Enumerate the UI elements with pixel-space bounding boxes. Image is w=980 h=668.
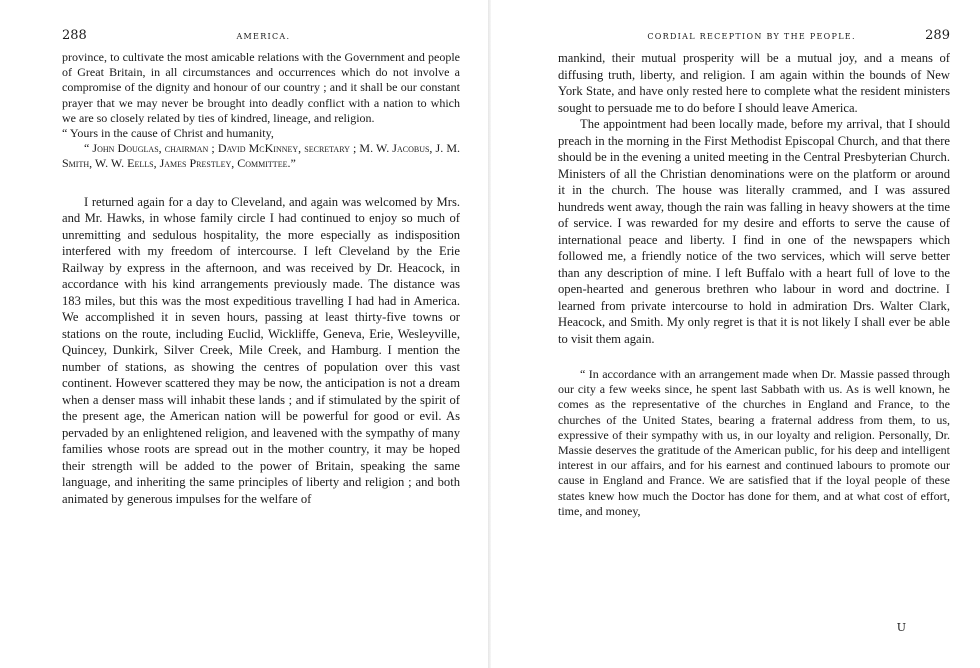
newspaper-quote: “ In accordance with an arrangement made when Dr. Massie passed through our city a few weeks since, he spent last Sabbath with us. As is well known, he comes as the representative of the churches in England and France, to the churches of the United States, bearing a fraternal address from them, to us, expressive of their sympathy with us, in our loyalty and religion. Personally, Dr. Massie deserves the gratitude of the American public, for his deep and intelligent interest in our affairs, and for his earnest and continued labours to promote our cause in England and France. We are satisfied that if the loyal people of these states knew how much the Doctor has done for them, and at what cost of effort, time, and money, xyxy=(558,367,950,518)
right-page xyxy=(490,0,980,668)
right-page-header xyxy=(558,28,950,50)
left-page-header xyxy=(62,28,460,50)
left-running-title: AMERICA. xyxy=(236,32,291,41)
letter-body: province, to cultivate the most amicable relations with the Government and people of Great Britain, in all circumstances and occurrences which do not involve a compromise of the dignity and honour of our country ; and it shall be our constant prayer that we may never be brought into deadly conflict with a nation to which we are so closely related by ties of kindred, lineage, and religion. xyxy=(62,50,460,125)
right-page-number: 289 xyxy=(925,28,950,43)
right-page-text xyxy=(558,50,950,519)
paragraph-appointment: The appointment had been locally made, before my arrival, that I should preach in the morning in the First Methodist Episcopal Church, and that there should be in the evening a united meeting in the Central Presbyterian Church. Ministers of all the Christian denominations were on the platform or around it in the church. The house was literally crammed, and I was assured hundreds went away, though the rain was falling in heavy showers at the time of service. I was rewarded for my desire and efforts to serve the cause of international peace and liberty. I find in one of the newspapers which followed me, a friendly notice of the two services, which will serve better than any description of mine. I left Buffalo with a heart full of love to the open-hearted and generous brethren who labour in word and doctrine. I learned from private intercourse to hold in admiration Drs. Walter Clark, Heacock, and Smith. My only regret is that it is not likely I shall ever be able to visit them again. xyxy=(558,117,950,346)
left-page-text xyxy=(62,50,460,507)
letter-closing: “ Yours in the cause of Christ and humanity, xyxy=(62,126,274,141)
paragraph-mankind: mankind, their mutual prosperity will be a mutual joy, and a means of diffusing truth, liberty, and religion. I am again within the bounds of New York State, and have only rested here to complete what the resident ministers sought to persuade me to do before I should leave America. xyxy=(558,51,950,115)
signature-mark: U xyxy=(896,621,906,634)
narrative-paragraph: I returned again for a day to Cleveland, and again was welcomed by Mrs. and Mr. Hawks, in whose family circle I had continued to enjoy so much of unremitting and sedulous hospitality, the more especially as indisposition interfered with my freedom of intercourse. I left Cleveland by the Erie Railway by express in the afternoon, and was received by Dr. Heacock, in accordance with his kind arrangements previously made. The distance was 183 miles, but this was the most expeditious travelling I had had in America. We accomplished it in seven hours, passing at least thirty-five towns or stations on the route, including Euclid, Wickliffe, Geneva, Erie, Wesleyville, Quincey, Dunkirk, Silver Creek, Mile Creek, and Hamburg. I mention the number of stations, as showing the centres of population over this vast continent. However scattered they may be now, the anticipation is not a dream when a denser mass will inhabit these lands ; and if stimulated by the spirit of the present age, the American nation will be powerful for good or evil. As pervaded by an enlightened religion, and leavened with the sympathy of many families whose roots are spread out in the mother country, it may be hoped their strength will be added to the power of Britain, speaking the same language, and inheriting the same principles of liberty and religion ; and both animated by generous impulses for the welfare of xyxy=(62,194,460,506)
letter-signatories: “ John Douglas, chairman ; David McKinney, secretary ; M. W. Jacobus, J. M. Smith, W. W. Eells, James Prestley, Committee.” xyxy=(62,141,460,171)
left-page-number: 288 xyxy=(62,28,87,43)
right-running-title: CORDIAL RECEPTION BY THE PEOPLE. xyxy=(647,32,856,41)
